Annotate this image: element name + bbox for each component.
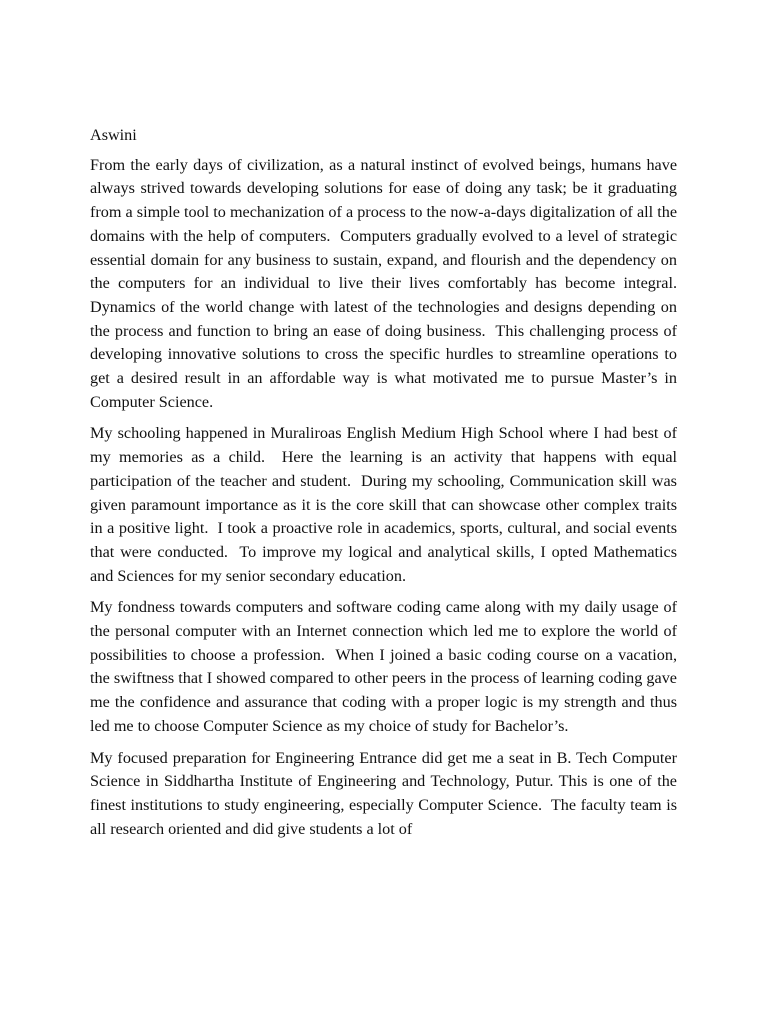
document-body — [90, 124, 686, 849]
author-name: Aswini — [90, 126, 137, 144]
paragraph-motivation: From the early days of civilization, as a natural instinct of evolved beings, humans have always strived towards developing solutions for ease of doing any task; be it graduating from a simple tool to mechanization of a process to the now-a-days digitalization of all the domains with the help of computers. Computers gradually evolved to a level of strategic essential domain for any business to sustain, expand, and flourish and the dependency on the computers for an individual to live their lives comfortably has become integral. Dynamics of the world change with latest of the technologies and designs depending on the process and function to bring an ease of doing business. This challenging process of developing innovative solutions to cross the specific hurdles to streamline operations to get a desired result in an affordable way is what motivated me to pursue Master’s in Computer Science. — [90, 155, 686, 411]
paragraph-computers: My fondness towards computers and software coding came along with my daily usage of the personal computer with an Internet connection which led me to explore the world of possibilities to choose a profession. When I joined a basic coding course on a vacation, the swiftness that I showed compared to other peers in the process of learning coding gave me the confidence and assurance that coding with a proper logic is my strength and thus led me to choose Computer Science as my choice of study for Bachelor’s. — [90, 598, 682, 735]
paragraph-engineering: My focused preparation for Engineering Entrance did get me a seat in B. Tech Computer Science in Siddhartha Institute of Engineering and Technology, Putur. This is one of the finest institutions to study engineering, especially Computer Science. The faculty team is all research oriented and did give students a lot of — [90, 748, 682, 838]
paragraph-schooling: My schooling happened in Muraliroas English Medium High School where I had best of my memories as a child. Here the learning is an activity that happens with equal participation of the teacher and student. During my schooling, Communication skill was given paramount importance as it is the core skill that can showcase other complex traits in a positive light. I took a proactive role in academics, sports, cultural, and social events that were conducted. To improve my logical and analytical skills, I opted Mathematics and Sciences for my senior secondary education. — [90, 424, 682, 585]
